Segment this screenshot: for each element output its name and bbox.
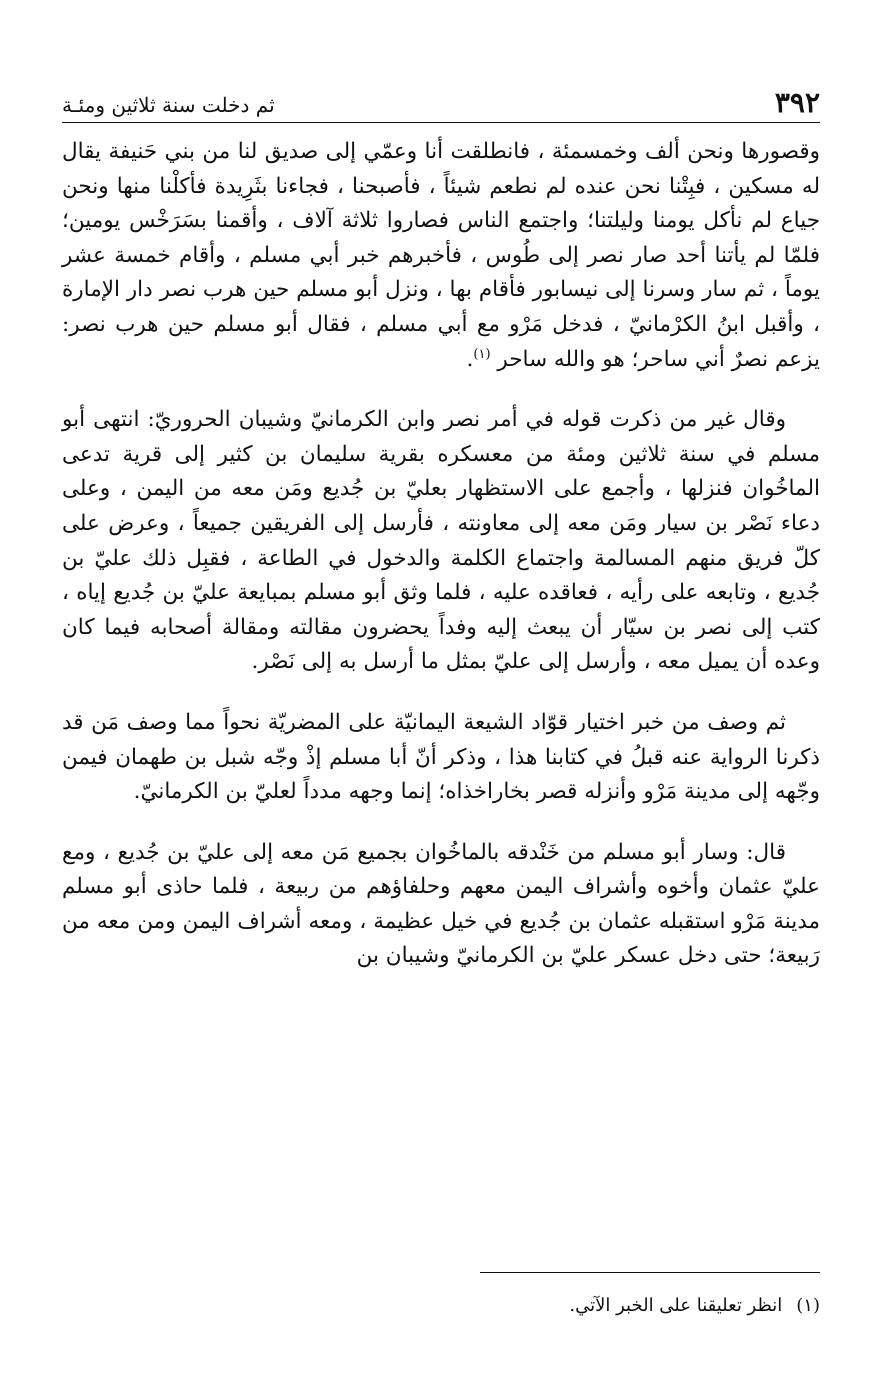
- paragraph-3-text: ثم وصف من خبر اختيار قوّاد الشيعة اليمانيّة على المضريّة نحواً مما وصف مَن قد ذكرنا الرواية عنه قبلُ في كتابنا هذا ، وذكر أنّ أبا مسلم إذْ وجّه شبل بن طهمان فيمن وجّهه إلى مدينة مَرْو وأنزله قصر بخاراخذاه؛ إنما وجهه مدداً لعليّ بن الكرمانيّ.: [62, 709, 820, 805]
- paragraph-4: [62, 836, 820, 974]
- page-number: ٣٩٢: [774, 86, 820, 119]
- footnote-divider: [480, 1272, 820, 1273]
- paragraph-2: [62, 403, 820, 680]
- footnote-text: انظر تعليقنا على الخبر الآتي.: [569, 1295, 783, 1316]
- book-page: [62, 84, 820, 1364]
- paragraph-1: وقصورها ونحن ألف وخمسمئة ، فانطلقت أنا وعمّي إلى صديق لنا من بني حَنيفة يقال له مسكين ، فبِتْنا نحن عنده لم نطعم شيئاً ، فأصبحنا ، فجاءنا بثَرِيدة فأكلْنا منها ونحن جياع لم نأكل يومنا وليلتنا؛ واجتمع الناس فصاروا ثلاثة آلاف ، وأقمنا بسَرَخْس يومين؛ فلمّا لم يأتنا أحد صار نصر إلى طُوس ، فأخبرهم خبر أبي مسلم ، وأقام خمسة عشر يوماً ، ثم سار وسرنا إلى نيسابور فأقام بها ، ونزل أبو مسلم حين هرب نصر دار الإمارة ، وأقبل ابنُ الكرْمانيّ ، فدخل مَرْو مع أبي مسلم ، فقال أبو مسلم حين هرب نصر: يزعم نصرٌ أني ساحر؛ هو والله ساحر $^{(١)}$.: [62, 139, 820, 372]
- body-text: [62, 135, 820, 974]
- page-header: [62, 84, 820, 123]
- paragraph-4-text: قال: وسار أبو مسلم من خَنْدقه بالماخُوان بجميع مَن معه إلى عليّ بن جُديع ، ومع عليّ عثمان وأخوه وأشراف اليمن معهم وحلفاؤهم من ربيعة ، فلما حاذى أبو مسلم مدينة مَرْو استقبله عثمان بن جُديع في خيل عظيمة ، ومعه أشراف اليمن ومن معه من رَبيعة؛ حتى دخل عسكر عليّ بن الكرمانيّ وشيبان بن: [62, 839, 820, 969]
- paragraph-3: [62, 706, 820, 810]
- running-title: ثم دخلت سنة ثلاثين ومئـة: [62, 93, 275, 117]
- paragraph-2-text: وقال غير من ذكرت قوله في أمر نصر وابن الكرمانيّ وشيبان الحروريّ: انتهى أبو مسلم في سنة ثلاثين ومئة من معسكره بقرية سليمان بن كثير إلى قرية تدعى الماخُوان فنزلها ، وأجمع على الاستظهار بعليّ بن جُديع ومَن معه من اليمن ، وعلى دعاء نَصْر بن سيار ومَن معه إلى معاونته ، فأرسل إلى الفريقين جميعاً ، وعرض على كلّ فريق منهم المسالمة واجتماع الكلمة والدخول في الطاعة ، فقبِل ذلك عليّ بن جُديع ، وتابعه على رأيه ، فعاقده عليه ، فلما وثق أبو مسلم بمبايعة عليّ بن جُديع إياه ، كتب إلى نصر بن سيّار أن يبعث إليه وفداً يحضرون مقالته ومقالة أصحابه فيما كان وعده أن يميل معه ، وأرسل إلى عليّ بمثل ما أرسل به إلى نَصْر.: [62, 407, 821, 675]
- footnote-number: (١): [796, 1295, 820, 1316]
- paragraph-1-text: وقصورها ونحن ألف وخمسمئة ، فانطلقت أنا وعمّي إلى صديق لنا من بني حَنيفة يقال له مسكين ، فبِتْنا نحن عنده لم نطعم شيئاً ، فأصبحنا ، فجاءنا بثَرِيدة فأكلْنا منها ونحن جياع لم نأكل يومنا وليلتنا؛ واجتمع الناس فصاروا ثلاثة آلاف ، وأقمنا بسَرَخْس يومين؛ فلمّا لم يأتنا أحد صار نصر إلى طُوس ، فأخبرهم خبر أبي مسلم ، وأقام خمسة عشر يوماً ، ثم سار وسرنا إلى نيسابور فأقام بها ، ونزل أبو مسلم حين هرب نصر دار الإمارة ، وأقبل ابنُ الكرْمانيّ ، فدخل مَرْو مع أبي مسلم ، فقال أبو مسلم حين هرب نصر: يزعم نصرٌ أني ساحر؛ هو والله ساحر: [62, 139, 820, 372]
- footnote: [62, 1292, 820, 1320]
- footnote-reference[interactable]: (١): [473, 346, 491, 362]
